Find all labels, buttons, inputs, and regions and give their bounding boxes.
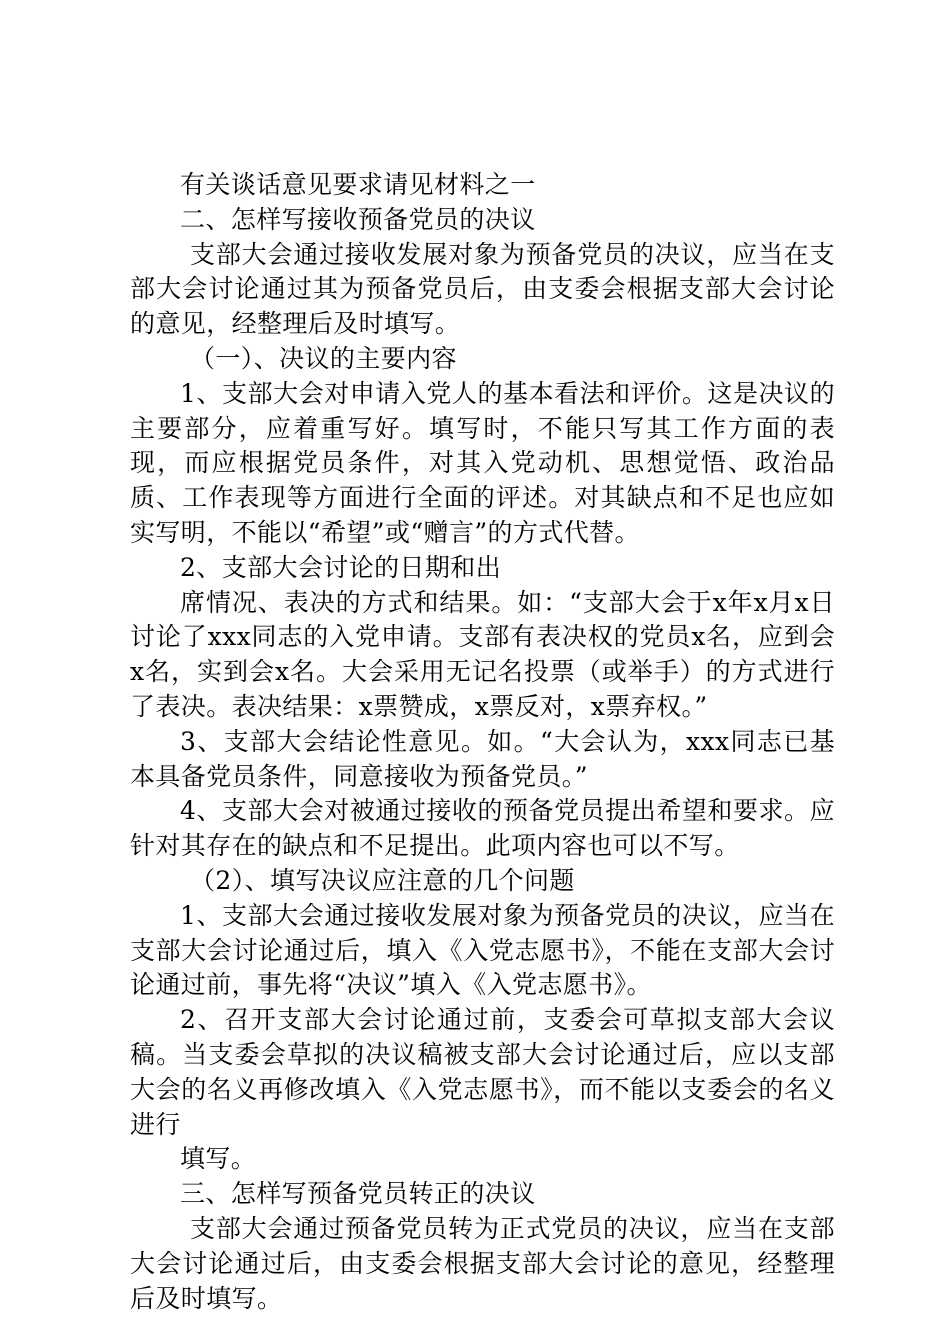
heading-section-three: 三、怎样写预备党员转正的决议 xyxy=(180,1179,536,1209)
paragraph-item-2-continued: 席情况、表决的方式和结果。如：“支部大会于x年x月x日讨论了xxx同志的入党申请。支部有表决权的党员x名，应到会x名，实到会x名。大会采用无记名投票（或举手）的方式进行了表决。表决结果：x票赞成，x票反对，x票弃权。” xyxy=(130,587,835,721)
paragraph-item-1: 1、支部大会对申请入党人的基本看法和评价。这是决议的主要部分，应着重写好。填写时，不能只写其工作方面的表现，而应根据党员条件，对其入党动机、思想觉悟、政治品质、工作表现等方面进行全面的评述。对其缺点和不足也应如实写明，不能以“希望”或“赠言”的方式代替。 xyxy=(130,378,835,547)
paragraph-section-two-intro: 支部大会通过接收发展对象为预备党员的决议，应当在支部大会讨论通过其为预备党员后，由支委会根据支部大会讨论的意见，经整理后及时填写。 xyxy=(130,239,835,339)
document-body xyxy=(130,168,835,1316)
paragraph-note-2-end: 填写。 xyxy=(180,1144,257,1174)
paragraph-note-2: 2、召开支部大会讨论通过前，支委会可草拟支部大会议稿。当支委会草拟的决议稿被支部大会讨论通过后，应以支部大会的名义再修改填入《入党志愿书》，而不能以支委会的名义进行 xyxy=(130,1005,835,1139)
heading-notes: （2）、填写决议应注意的几个问题 xyxy=(190,865,575,895)
paragraph-note-1: 1、支部大会通过接收发展对象为预备党员的决议，应当在支部大会讨论通过后，填入《入党志愿书》，不能在支部大会讨论通过前，事先将“决议”填入《入党志愿书》。 xyxy=(130,900,835,1000)
paragraph-item-4: 4、支部大会对被通过接收的预备党员提出希望和要求。应针对其存在的缺点和不足提出。此项内容也可以不写。 xyxy=(130,796,835,861)
paragraph-item-3: 3、支部大会结论性意见。如。“大会认为，xxx同志已基本具备党员条件，同意接收为预备党员。” xyxy=(130,726,835,791)
heading-main-content: （一）、决议的主要内容 xyxy=(190,343,457,373)
paragraph-talk-opinion: 有关谈话意见要求请见材料之一 xyxy=(180,170,536,199)
heading-section-two: 二、怎样写接收预备党员的决议 xyxy=(180,204,536,234)
paragraph-item-2-start: 2、支部大会讨论的日期和出 xyxy=(180,552,502,582)
paragraph-section-three-intro: 支部大会通过预备党员转为正式党员的决议，应当在支部大会讨论通过后，由支委会根据支部大会讨论的意见，经整理后及时填写。 xyxy=(130,1213,835,1313)
